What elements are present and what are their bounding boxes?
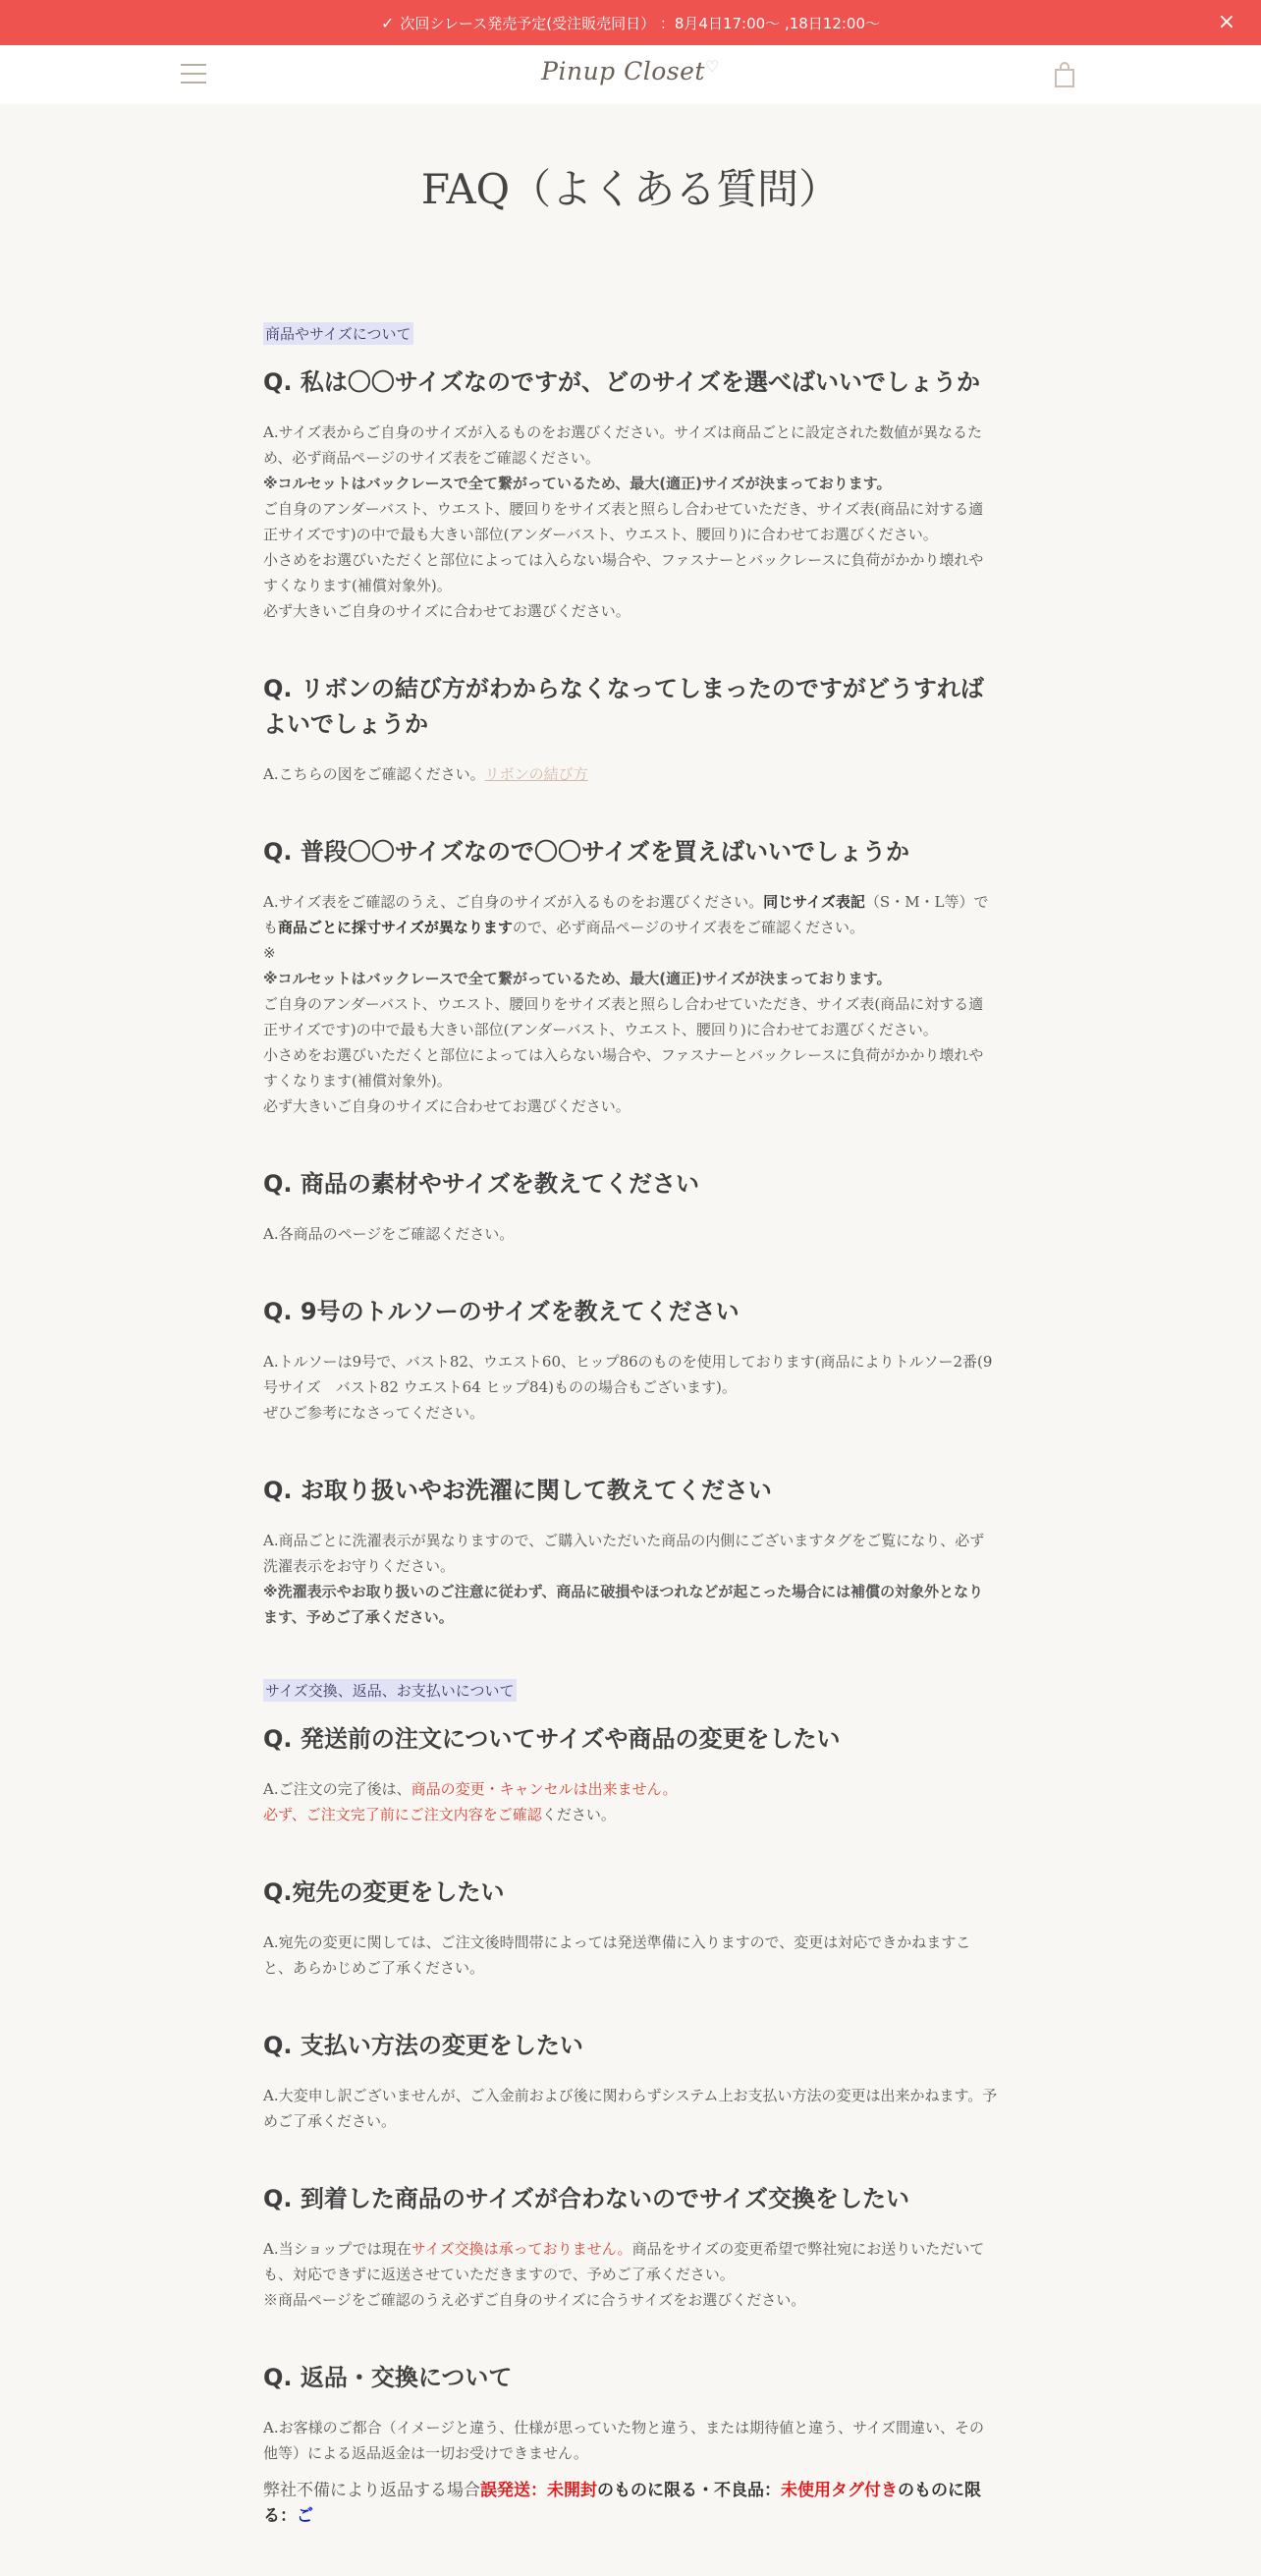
faq-answer: [263, 2415, 998, 2529]
site-header: [0, 45, 1261, 104]
answer-text: A.大変申し訳ございませんが、ご入金前および後に関わらずシステム上お支払い方法の変更は出来かねます。予めご了承ください。: [263, 2087, 998, 2130]
answer-text: A.当ショップでは現在サイズ交換は承っておりません。商品をサイズの変更希望で弊社宛にお送りいただいても、対応できずに返送させていただきますので、予めご了承ください。: [263, 2240, 985, 2283]
faq-question: Q.宛先の変更をしたい: [263, 1878, 505, 1906]
answer-text: 小さめをお選びいただくと部位によっては入らない場合や、ファスナーとバックレースに負荷がかかり壊れやすくなります(補償対象外)。: [263, 551, 984, 594]
faq-question: Q. 9号のトルソーのサイズを教えてください: [263, 1298, 740, 1325]
answer-text: ご自身のアンダーバスト、ウエスト、腰回りをサイズ表と照らし合わせていただき、サイズ表(商品に対する適正サイズです)の中で最も大きい部位(アンダーバスト、ウエスト、腰回り)に合わせてお選びください。: [263, 995, 984, 1038]
answer-warning: ※コルセットはバックレースで全て繋がっているため、最大(適正)サイズが決まっております。: [263, 970, 892, 987]
answer-text: A.商品ごとに洗濯表示が異なりますので、ご購入いただいた商品の内側にございますタグをご覧になり、必ず洗濯表示をお守りください。: [263, 1532, 985, 1575]
faq-answer: [263, 761, 998, 787]
faq-item: [263, 671, 998, 787]
announcement-text: 次回シレース発売予定(受注販売同日） ：8月4日17:00～ ,18日12:00～: [400, 14, 881, 32]
faq-question: Q. 返品・交換について: [263, 2364, 513, 2391]
answer-warning: ※洗濯表示やお取り扱いのご注意に従わず、商品に破損やほつれなどが起こった場合には補償の対象外となります、予めご了承ください。: [263, 1583, 984, 1626]
faq-item: [263, 1721, 998, 1827]
answer-text: A.お客様のご都合（イメージと違う、仕様が思っていた物と違う、または期待値と違う、サイズ間違い、その他等）による返品返金は一切お受けできません。: [263, 2419, 984, 2462]
answer-text: 必ず大きいご自身のサイズに合わせてお選びください。: [263, 602, 630, 620]
faq-item: [263, 364, 998, 624]
faq-question: Q. 到着した商品のサイズが合わないのでサイズ交換をしたい: [263, 2185, 910, 2212]
faq-question: Q. 発送前の注文についてサイズや商品の変更をしたい: [263, 1725, 841, 1753]
answer-warning: ※コルセットはバックレースで全て繋がっているため、最大(適正)サイズが決まっております。: [263, 475, 892, 492]
answer-text: A.各商品のページをご確認ください。: [263, 1225, 515, 1243]
faq-item: [263, 1875, 998, 1981]
answer-warning: ※商品ページをご確認のうえ必ずご自身のサイズに合うサイズをお選びください。: [263, 2291, 806, 2309]
faq-question: Q. リボンの結び方がわからなくなってしまったのですがどうすればよいでしょうか: [263, 675, 984, 738]
answer-text: ※: [263, 944, 276, 962]
faq-item: [263, 1166, 998, 1247]
faq-answer: [263, 2236, 998, 2313]
faq-question: Q. 商品の素材やサイズを教えてください: [263, 1170, 699, 1198]
announcement-bar: [0, 0, 1261, 45]
answer-text: A.ご注文の完了後は、商品の変更・キャンセルは出来ません。: [263, 1780, 678, 1798]
answer-text: ぜひご参考になさってください。: [263, 1404, 485, 1422]
page-title: FAQ（よくある質問）: [420, 165, 841, 213]
faq-question: Q. お取り扱いやお洗濯に関して教えてください: [263, 1477, 772, 1504]
answer-text: A.こちらの図をご確認ください。リボンの結び方: [263, 765, 588, 783]
faq-answer: [263, 2083, 998, 2134]
faq-answer: [263, 1221, 998, 1247]
faq-item: [263, 2360, 998, 2529]
faq-answer: [263, 420, 998, 624]
section-label-product: 商品やサイズについて: [263, 322, 413, 345]
faq-answer: [263, 1930, 998, 1981]
answer-text: 小さめをお選びいただくと部位によっては入らない場合や、ファスナーとバックレースに負荷がかかり壊れやすくなります(補償対象外)。: [263, 1046, 984, 1090]
faq-item: [263, 1294, 998, 1426]
answer-text: A.トルソーは9号で、バスト82、ウエスト60、ヒップ86のものを使用しております(商品によりトルソー2番(9号サイズ バスト82 ウエスト64 ヒップ84)ものの場合もございます)。: [263, 1353, 993, 1396]
faq-item: [263, 1473, 998, 1630]
close-icon[interactable]: ×: [1217, 10, 1236, 34]
answer-text: A.サイズ表からご自身のサイズが入るものをお選びください。サイズは商品ごとに設定された数値が異なるため、必ず商品ページのサイズ表をご確認ください。: [263, 423, 983, 467]
answer-text: A.サイズ表をご確認のうえ、ご自身のサイズが入るものをお選びください。同じサイズ表記（S・M・L等）でも商品ごとに採寸サイズが異なりますので、必ず商品ページのサイズ表をご確認ください。: [263, 893, 989, 936]
faq-answer: [263, 889, 998, 1119]
section-label-exchange: サイズ交換、返品、お支払いについて: [263, 1679, 517, 1702]
faq-answer: [263, 1528, 998, 1630]
faq-answer: [263, 1776, 998, 1827]
faq-item: [263, 2028, 998, 2134]
ribbon-guide-link[interactable]: リボンの結び方: [484, 765, 588, 783]
faq-content: [263, 312, 998, 2576]
answer-text: 必ず大きいご自身のサイズに合わせてお選びください。: [263, 1097, 630, 1115]
faq-question: Q. 支払い方法の変更をしたい: [263, 2032, 583, 2059]
answer-text: A.宛先の変更に関しては、ご注文後時間帯によっては発送準備に入りますので、変更は対応できかねますこと、あらかじめご了承ください。: [263, 1933, 971, 1977]
answer-text: ご自身のアンダーバスト、ウエスト、腰回りをサイズ表と照らし合わせていただき、サイズ表(商品に対する適正サイズです)の中で最も大きい部位(アンダーバスト、ウエスト、腰回り)に合わせてお選びください。: [263, 500, 984, 543]
faq-question: Q. 私は〇〇サイズなのですが、どのサイズを選べばいいでしょうか: [263, 368, 981, 396]
faq-item: [263, 834, 998, 1119]
answer-text: 必ず、ご注文完了前にご注文内容をご確認ください。: [263, 1806, 616, 1823]
faq-question: Q. 普段〇〇サイズなので〇〇サイズを買えばいいでしょうか: [263, 838, 910, 866]
check-icon: ✓: [380, 13, 395, 32]
faq-item: [263, 2181, 998, 2313]
shopping-bag-icon[interactable]: [1054, 61, 1075, 88]
answer-text: 弊社不備により返品する場合誤発送：未開封のものに限る・不良品：未使用タグ付きのものに限る：ご: [263, 2481, 981, 2526]
site-logo[interactable]: Pinup Closet♡: [541, 57, 720, 85]
faq-answer: [263, 1349, 998, 1426]
